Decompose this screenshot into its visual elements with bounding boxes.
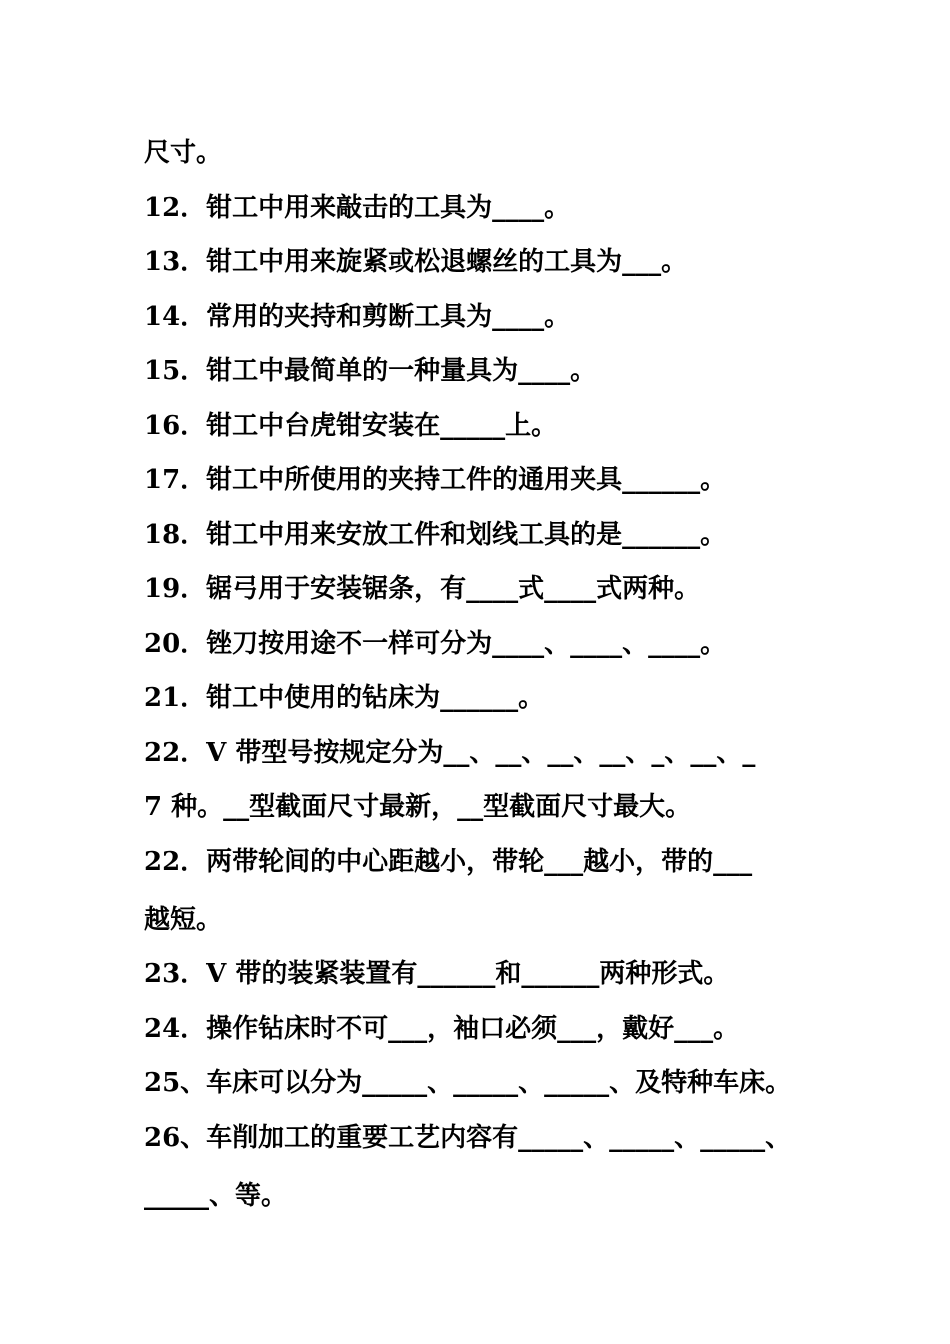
question-24: 24．操作钻床时不可___，袖口必须___，戴好___。 (144, 1013, 740, 1044)
question-22a-continued: 7 种。__型截面尺寸最新，__型截面尺寸最大。 (144, 792, 692, 822)
question-22b-continued: 越短。 (144, 904, 223, 935)
question-23: 23．V 带的装紧装置有______和______两种形式。 (144, 959, 730, 989)
question-15: 15．钳工中最简单的一种量具为____。 (144, 356, 597, 386)
question-21: 21．钳工中使用的钻床为______。 (144, 683, 545, 713)
question-22a: 22．V 带型号按规定分为__、__、__、__、_、__、_ (144, 737, 756, 768)
question-12: 12．钳工中用来敲击的工具为____。 (144, 192, 571, 223)
question-19: 19．锯弓用于安装锯条，有____式____式两种。 (144, 574, 701, 604)
question-16: 16．钳工中台虎钳安装在_____上。 (144, 410, 558, 441)
question-18: 18．钳工中用来安放工件和划线工具的是______。 (144, 519, 727, 550)
question-14: 14．常用的夹持和剪断工具为____。 (144, 301, 571, 332)
question-13: 13．钳工中用来旋紧或松退螺丝的工具为___。 (144, 247, 688, 277)
question-26-continued: _____、等。 (144, 1180, 288, 1211)
question-25: 25、车床可以分为_____、_____、_____、及特种车床。 (144, 1068, 792, 1098)
question-26: 26、车削加工的重要工艺内容有_____、_____、_____、 (144, 1122, 792, 1153)
text-line: 尺寸。 (144, 138, 223, 168)
question-20: 20．锉刀按用途不一样可分为____、____、____。 (144, 628, 727, 659)
question-22b: 22．两带轮间的中心距越小，带轮___越小，带的___ (144, 846, 753, 877)
question-list (144, 130, 824, 1227)
question-17: 17．钳工中所使用的夹持工件的通用夹具______。 (144, 465, 727, 495)
